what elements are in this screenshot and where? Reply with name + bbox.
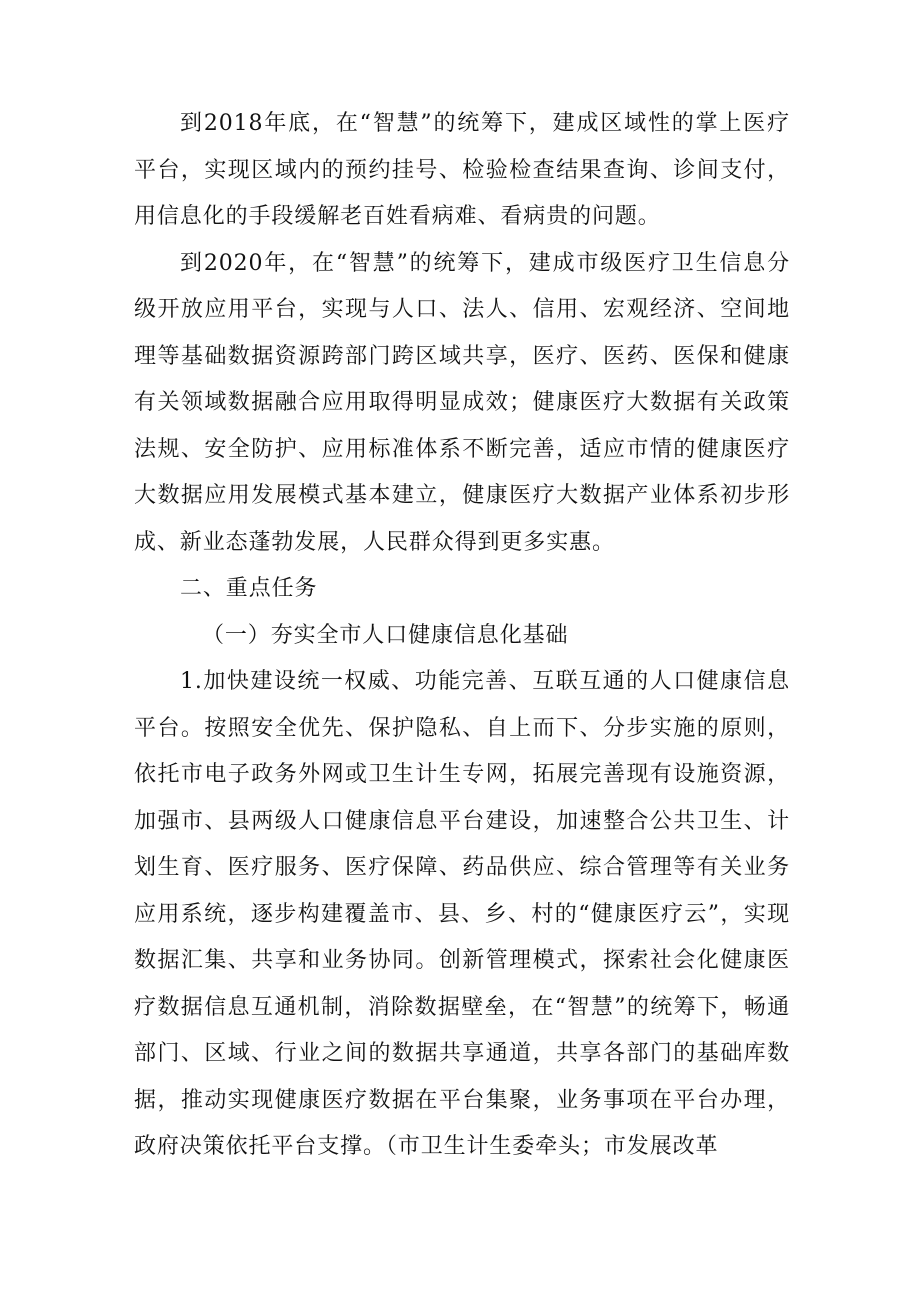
document-body: [134, 101, 790, 1171]
paragraph-2018-goal: 到2018年底，在“智慧”的统筹下，建成区域性的掌上医疗平台，实现区域内的预约挂号、检验检查结果查询、诊间支付，用信息化的手段缓解老百姓看病难、看病贵的问题。: [134, 111, 790, 229]
paragraph-task-1: 1.加快建设统一权威、功能完善、互联互通的人口健康信息平台。按照安全优先、保护隐私、自上而下、分步实施的原则，依托市电子政务外网或卫生计生专网，拓展完善现有设施资源，加强市、县两级人口健康信息平台建设，加速整合公共卫生、计划生育、医疗服务、医疗保障、药品供应、综合管理等有关业务应用系统，逐步构建覆盖市、县、乡、村的“健康医疗云”，实现数据汇集、共享和业务协同。创新管理模式，探索社会化健康医疗数据信息互通机制，消除数据壁垒，在“智慧”的统筹下，畅通部门、区域、行业之间的数据共享通道，共享各部门的基础库数据，推动实现健康医疗数据在平台集聚，业务事项在平台办理，政府决策依托平台支撑。（市卫生计生委牵头；市发展改革: [134, 669, 790, 1159]
paragraph-2020-goal: 到2020年，在“智慧”的统筹下，建成市级医疗卫生信息分级开放应用平台，实现与人口、法人、信用、宏观经济、空间地理等基础数据资源跨部门跨区域共享，医疗、医药、医保和健康有关领域数据融合应用取得明显成效；健康医疗大数据有关政策法规、安全防护、应用标准体系不断完善，适应市情的健康医疗大数据应用发展模式基本建立，健康医疗大数据产业体系初步形成、新业态蓬勃发展，人民群众得到更多实惠。: [134, 250, 790, 555]
subsection-heading-1: （一）夯实全市人口健康信息化基础: [202, 622, 569, 648]
section-heading-key-tasks: 二、重点任务: [180, 576, 318, 601]
